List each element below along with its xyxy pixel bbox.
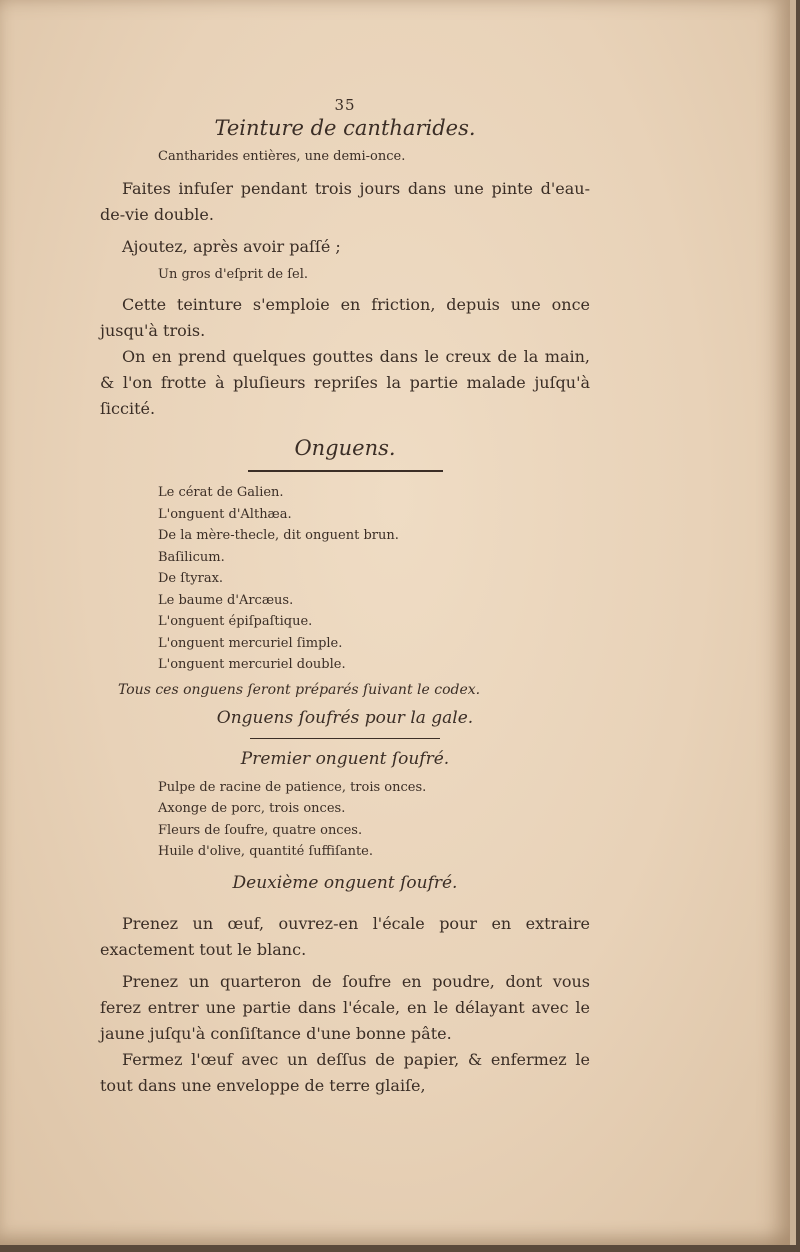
list-item: Pulpe de racine de patience, trois onces.	[158, 779, 427, 795]
subsection-title-deuxieme: Deuxième onguent ſoufré.	[232, 872, 458, 893]
list-item: Fleurs de ſoufre, quatre onces.	[158, 822, 363, 838]
paragraph: Ajoutez, après avoir paſſé ;	[122, 237, 341, 256]
list-item: Le baume d'Arcæus.	[158, 592, 294, 608]
list-item: L'onguent d'Althæa.	[158, 506, 292, 522]
section-title-onguens: Onguens.	[294, 436, 396, 460]
divider-rule	[250, 738, 440, 739]
subsection-title-premier: Premier onguent ſoufré.	[240, 748, 450, 769]
list-item: Huile d'olive, quantité ſuffiſante.	[158, 844, 374, 859]
list-item: Axonge de porc, trois onces.	[158, 801, 346, 816]
list-item: Baſilicum.	[158, 549, 225, 565]
list-item: L'onguent épiſpaſtique.	[158, 614, 313, 629]
paragraph: Cette teinture s'emploie en friction, depuis une once jusqu'à trois.	[100, 295, 590, 340]
paragraph: On en prend quelques gouttes dans le creux de la main, & l'on frotte à pluſieurs repriſes la partie malade juſqu'à ſiccité.	[100, 347, 590, 418]
paragraph: Prenez un quarteron de ſoufre en poudre, dont vous ferez entrer une partie dans l'écale, en le délayant avec le jaune juſqu'à conſiſtance d'une bonne pâte.	[100, 971, 590, 1043]
paragraph: Prenez un œuf, ouvrez-en l'écale pour en extraire exactement tout le blanc.	[100, 913, 590, 959]
list-item: L'onguent mercuriel ſimple.	[158, 635, 343, 651]
page-content	[100, 96, 590, 1099]
section-title-gale: Onguens ſoufrés pour la gale.	[216, 707, 474, 728]
codex-note: Tous ces onguens ſeront préparés ſuivant le codex.	[118, 681, 481, 698]
page-number: 35	[334, 96, 356, 114]
premier-ingredients-list	[158, 777, 590, 863]
list-item: De ſtyrax.	[158, 571, 224, 586]
paragraph: Fermez l'œuf avec un deſſus de papier, & enfermez le tout dans une enveloppe de terre glaiſe,	[100, 1049, 590, 1095]
ingredient-line: Un gros d'eſprit de ſel.	[158, 267, 309, 282]
paragraph: Faites infuſer pendant trois jours dans une pinte d'eau-de-vie double.	[100, 179, 590, 224]
list-item: Le cérat de Galien.	[158, 485, 284, 500]
list-item: De la mère-thecle, dit onguent brun.	[158, 528, 399, 543]
divider-rule	[248, 470, 443, 472]
ingredient-line: Cantharides entières, une demi-once.	[158, 149, 406, 164]
section-title-cantharides: Teinture de cantharides.	[214, 116, 476, 140]
onguens-list	[158, 482, 590, 676]
list-item: L'onguent mercuriel double.	[158, 657, 346, 672]
